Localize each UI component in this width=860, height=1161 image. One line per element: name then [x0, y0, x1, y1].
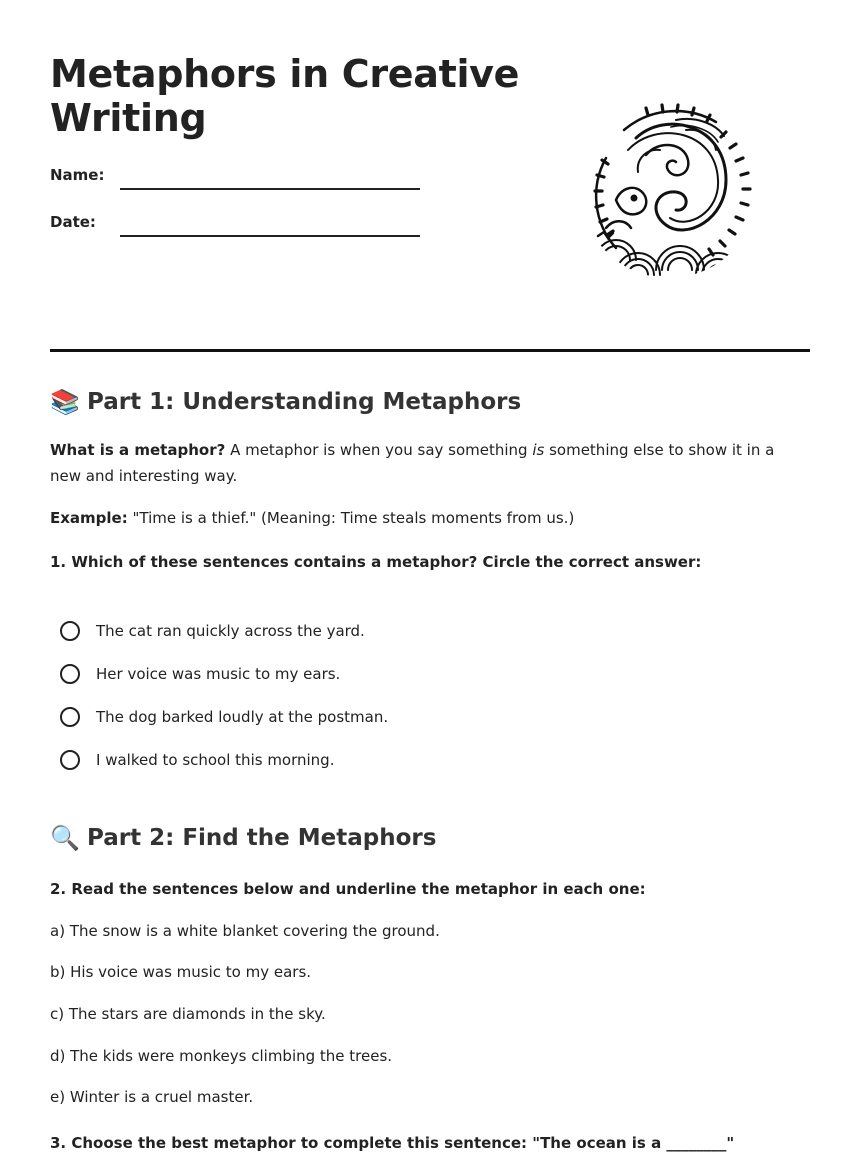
example-label: Example:: [50, 509, 128, 527]
page-title: Metaphors in Creative Writing: [50, 52, 520, 140]
option-label: I walked to school this morning.: [96, 751, 335, 769]
name-line[interactable]: [120, 188, 420, 190]
sentence-a: a) The snow is a white blanket covering the ground.: [50, 922, 440, 940]
example-line: [50, 505, 810, 531]
option-1[interactable]: [60, 618, 660, 644]
part1-heading: [50, 388, 521, 416]
option-4[interactable]: [60, 747, 660, 773]
option-3[interactable]: [60, 704, 660, 730]
date-label: Date:: [50, 213, 96, 231]
sentence-d: d) The kids were monkeys climbing the trees.: [50, 1047, 393, 1065]
definition-text-2: something else to show it in a new and interesting way.: [50, 441, 775, 485]
question-3: 3. Choose the best metaphor to complete this sentence: "The ocean is a ________": [50, 1134, 735, 1152]
radio-circle[interactable]: [60, 621, 80, 641]
date-field-row: [50, 213, 450, 243]
question-1: 1. Which of these sentences contains a metaphor? Circle the correct answer:: [50, 553, 702, 571]
part2-heading-text: Part 2: Find the Metaphors: [87, 825, 437, 851]
definition-label: What is a metaphor?: [50, 441, 226, 459]
sentence-c: c) The stars are diamonds in the sky.: [50, 1005, 326, 1023]
option-label: The dog barked loudly at the postman.: [96, 708, 389, 726]
option-label: The cat ran quickly across the yard.: [96, 622, 365, 640]
question-2: 2. Read the sentences below and underline the metaphor in each one:: [50, 880, 646, 898]
date-line[interactable]: [120, 235, 420, 237]
name-field-row: [50, 166, 450, 196]
books-icon: 📚: [50, 388, 80, 416]
radio-circle[interactable]: [60, 750, 80, 770]
radio-circle[interactable]: [60, 707, 80, 727]
part2-heading: [50, 824, 436, 852]
magnifier-icon: 🔍: [50, 824, 80, 852]
example-text: "Time is a thief." (Meaning: Time steals moments from us.): [127, 509, 575, 527]
name-label: Name:: [50, 166, 105, 184]
option-label: Her voice was music to my ears.: [96, 665, 341, 683]
radio-circle[interactable]: [60, 664, 80, 684]
definition-text-1: A metaphor is when you say something: [225, 441, 533, 459]
sentence-b: b) His voice was music to my ears.: [50, 963, 312, 981]
header-divider: [50, 349, 810, 352]
option-2[interactable]: [60, 661, 660, 687]
part1-heading-text: Part 1: Understanding Metaphors: [87, 389, 522, 415]
definition-emphasis: is: [532, 441, 545, 459]
sentence-e: e) Winter is a cruel master.: [50, 1088, 254, 1106]
metaphor-definition: [50, 437, 810, 489]
koru-emblem-icon: [576, 100, 762, 280]
